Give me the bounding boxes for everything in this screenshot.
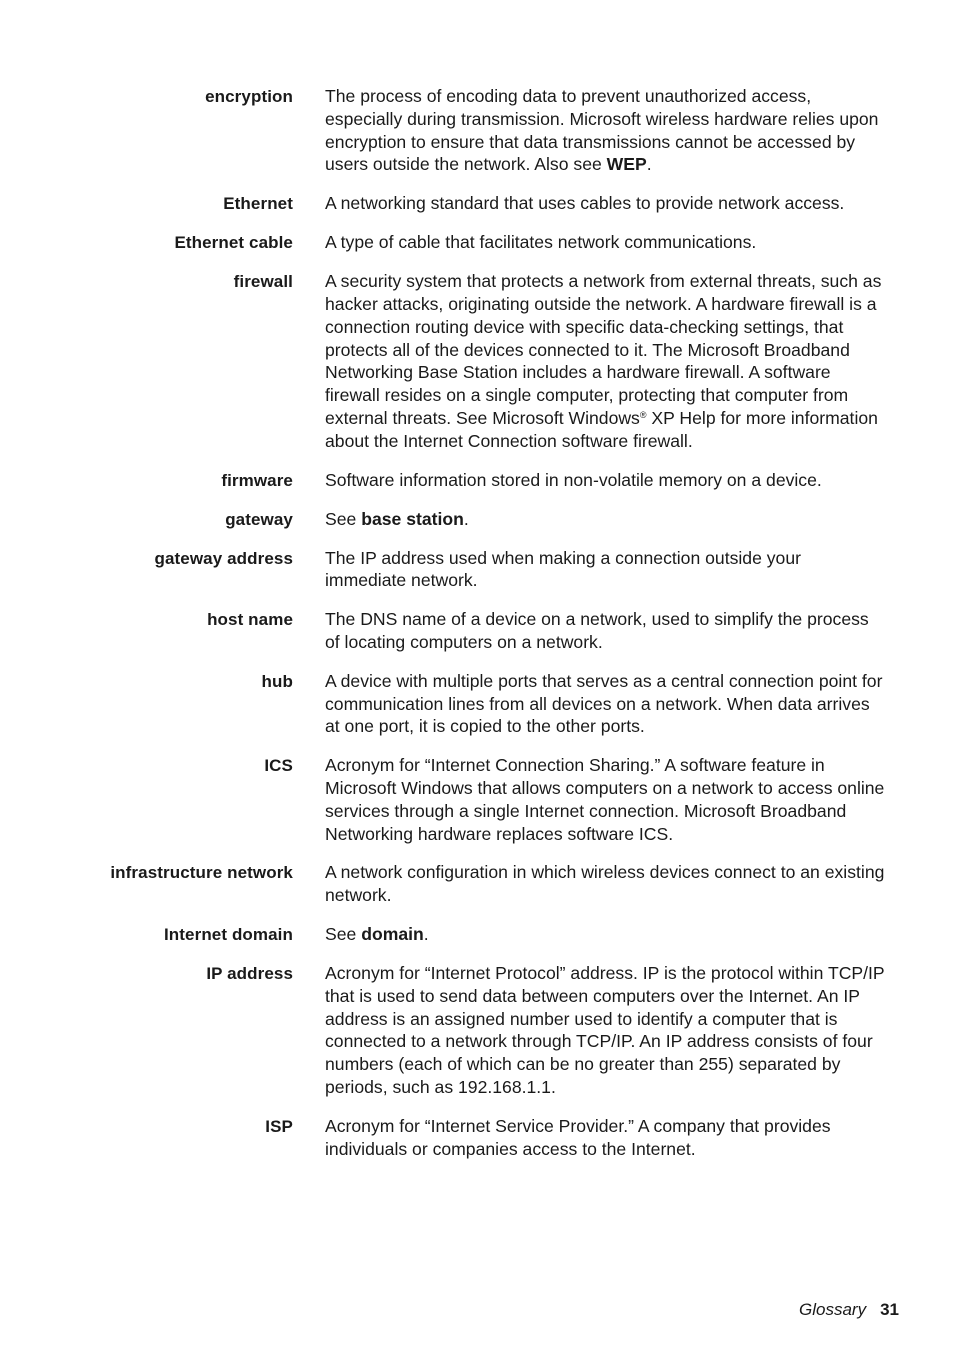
definition-text: The process of encoding data to prevent unauthorized access, especially during transmission. Microsoft wireless hardware relies upon encryption to ensure that data transmissions cannot be accessed by users outside the network. Also see [325, 86, 879, 175]
definition-text: XP Help for more information about the Internet Connection software firewall. [325, 407, 878, 451]
footer-section-title: Glossary [799, 1300, 867, 1319]
glossary-entry-ethernet-cable [0, 231, 954, 254]
glossary-definition [325, 547, 887, 593]
glossary-entry-gateway [0, 508, 954, 531]
glossary-definition [325, 923, 887, 946]
glossary-definition [325, 508, 887, 531]
definition-text: . [423, 923, 429, 944]
definition-text: A security system that protects a network from external threats, such as hacker attacks, originating outside the network. A hardware firewall is a connection routing device with specific data-checking settings, that protects all of the devices connected to it. The Microsoft Broadband Networking Base Station includes a hardware firewall. A software firewall resides on a single computer, protecting that computer from external threats. See Microsoft Windows [325, 271, 882, 428]
glossary-entry-isp [0, 1115, 954, 1161]
glossary-list [0, 85, 954, 1176]
definition-text: A type of cable that facilitates network communications. [325, 232, 757, 253]
glossary-term: Ethernet [223, 194, 293, 214]
glossary-entry-ethernet [0, 192, 954, 215]
glossary-term: hub [261, 671, 293, 691]
glossary-term: Internet domain [163, 924, 293, 944]
glossary-definition [325, 962, 887, 1099]
glossary-term: infrastructure network [110, 863, 293, 883]
glossary-term: encryption [205, 87, 293, 106]
glossary-definition [325, 469, 887, 492]
definition-text: Acronym for “Internet Protocol” address. IP is the protocol within TCP/IP that is used to send data between computers over the Internet. An IP address is an assigned number used to identify a computer that is connected to a network through TCP/IP. An IP address consists of four numbers (each of which can be no greater than 255) separated by periods, such as 192.168.1.1. [325, 962, 885, 1097]
glossary-term: firmware [221, 470, 293, 490]
registered-mark: ® [639, 409, 647, 420]
cross-reference: base station [361, 508, 464, 529]
definition-text: See [325, 508, 362, 529]
glossary-entry-firmware [0, 469, 954, 492]
page-footer [799, 1299, 899, 1321]
glossary-definition [325, 231, 887, 254]
glossary-definition [325, 670, 887, 738]
glossary-term: host name [207, 610, 293, 630]
glossary-term: firewall [233, 272, 293, 292]
definition-text: A network configuration in which wireless devices connect to an existing network. [325, 862, 885, 906]
glossary-definition [325, 608, 887, 654]
definition-text: Acronym for “Internet Connection Sharing.” A software feature in Microsoft Windows that allows computers on a network to access online services through a single Internet connection. Microsoft Broadband Networking hardware replaces software ICS. [325, 755, 885, 844]
glossary-term: ISP [265, 1116, 293, 1136]
glossary-term: ICS [264, 756, 293, 776]
definition-text: . [646, 154, 652, 175]
glossary-term: Ethernet cable [174, 233, 293, 253]
definition-text: The IP address used when making a connection outside your immediate network. [325, 547, 801, 591]
definition-text: Software information stored in non-volatile memory on a device. [325, 469, 822, 490]
glossary-entry-internet-domain [0, 923, 954, 946]
glossary-definition [325, 754, 887, 845]
definition-text: See [325, 923, 362, 944]
cross-reference: domain [361, 923, 424, 944]
definition-text: The DNS name of a device on a network, used to simplify the process of locating computers on a network. [325, 609, 869, 652]
cross-reference: WEP [606, 154, 647, 175]
glossary-entry-hub [0, 670, 954, 738]
glossary-entry-ip-address [0, 962, 954, 1099]
glossary-definition [325, 192, 887, 215]
glossary-term: gateway [225, 509, 293, 529]
glossary-entry-firewall [0, 270, 954, 452]
glossary-definition [325, 85, 887, 176]
definition-text: . [463, 508, 469, 529]
glossary-term: IP address [206, 963, 293, 983]
page-number: 31 [880, 1300, 899, 1319]
glossary-definition [325, 270, 887, 452]
glossary-definition [325, 1115, 887, 1161]
glossary-entry-infrastructure-network [0, 861, 954, 907]
definition-text: A networking standard that uses cables to provide network access. [325, 193, 845, 214]
definition-text: Acronym for “Internet Service Provider.” A company that provides individuals or companies access to the Internet. [325, 1115, 831, 1159]
definition-text: A device with multiple ports that serves as a central connection point for communication lines from all devices on a network. When data arrives at one port, it is copied to the other ports. [325, 670, 883, 737]
glossary-term: gateway address [154, 548, 293, 568]
glossary-entry-gateway-address [0, 547, 954, 593]
glossary-entry-host-name [0, 608, 954, 654]
glossary-entry-encryption [0, 85, 954, 176]
glossary-entry-ics [0, 754, 954, 845]
glossary-definition [325, 861, 887, 907]
